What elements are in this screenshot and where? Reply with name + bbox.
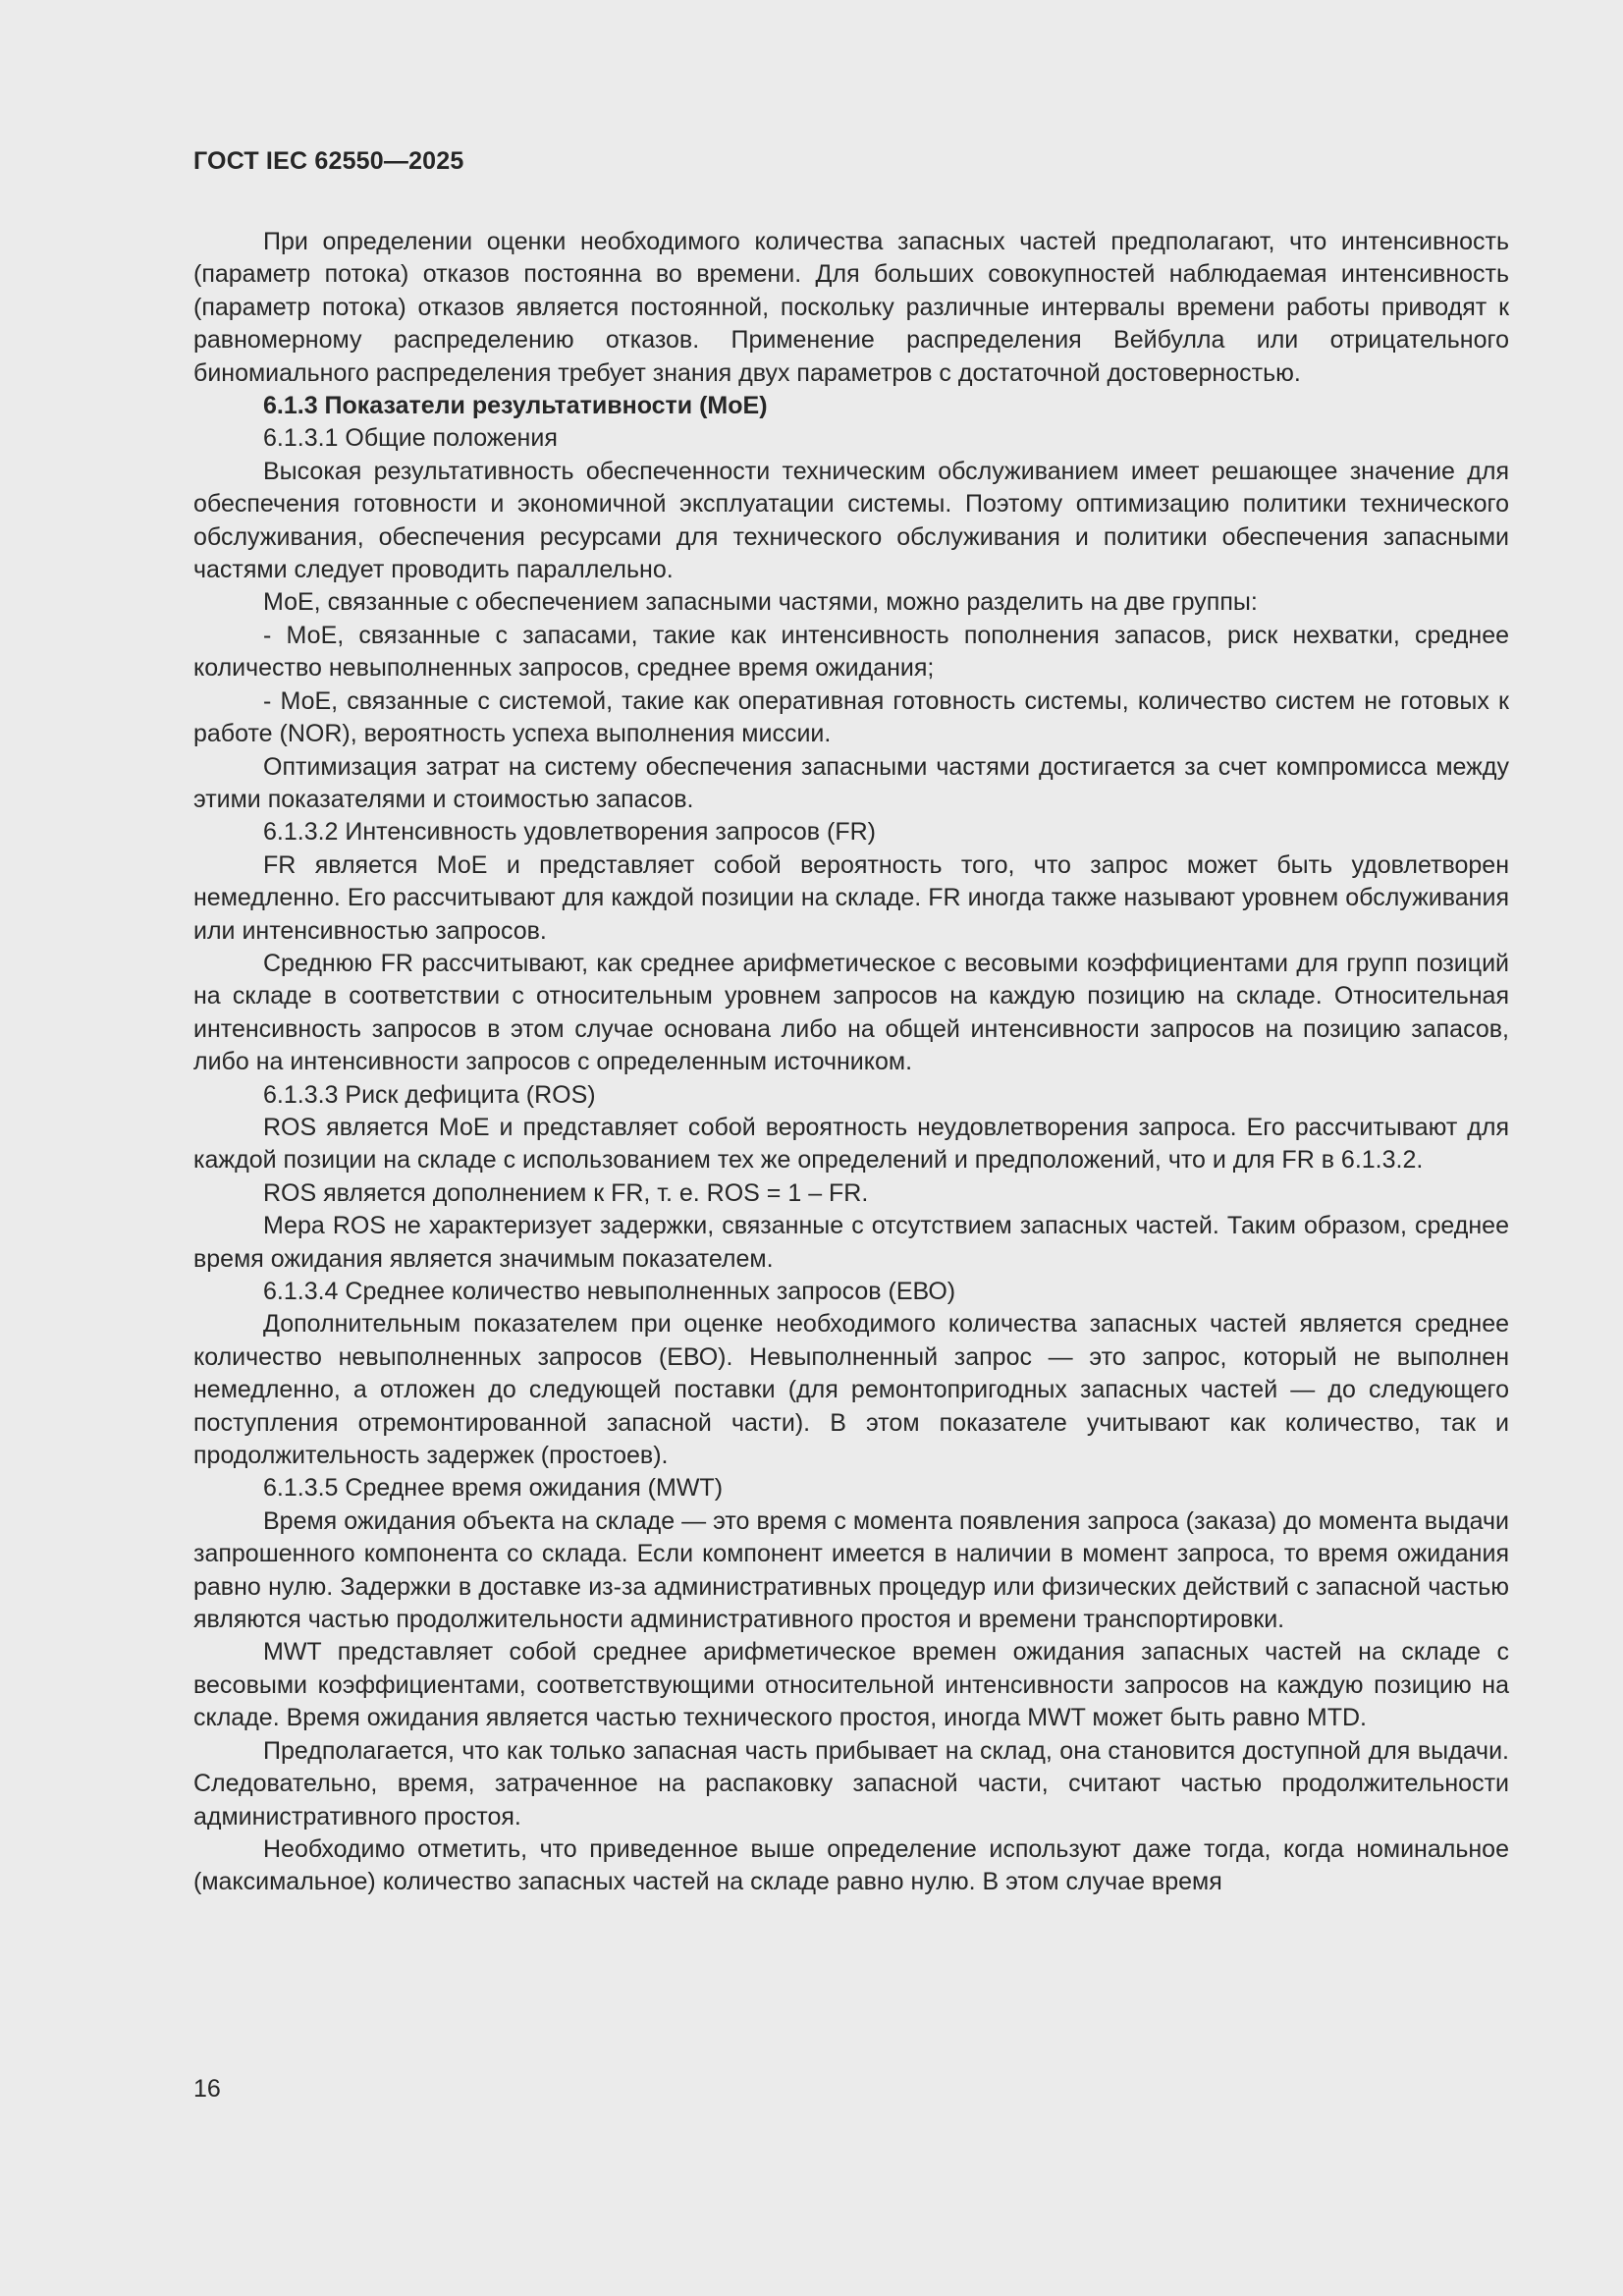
paragraph-cost-optimization: Оптимизация затрат на систему обеспечения запасными частями достигается за счет компромисса между этими показателями и стоимостью запасов. bbox=[193, 752, 1509, 813]
paragraph-waiting-time: Время ожидания объекта на складе — это время с момента появления запроса (заказа) до момента выдачи запрошенного компонента со склада. Если компонент имеется в наличии в момент запроса, то время ожидания равно нулю. Задержки в доставке из-за административных процедур или физических действий с запасной частью являются частью продолжительности административного простоя и времени транспортировки. bbox=[193, 1506, 1509, 1634]
section-heading-6-1-3-3: 6.1.3.3 Риск дефицита (ROS) bbox=[263, 1080, 596, 1109]
section-heading-6-1-3-5: 6.1.3.5 Среднее время ожидания (MWT) bbox=[263, 1474, 724, 1503]
paragraph-ros-delays: Мера ROS не характеризует задержки, связанные с отсутствием запасных частей. Таким образом, среднее время ожидания является значимым показателем. bbox=[193, 1212, 1509, 1273]
paragraph-fr-definition: FR является МоЕ и представляет собой вероятность того, что запрос может быть удовлетворен немедленно. Его рассчитывают для каждой позиции на складе. FR иногда также называют уровнем обслуживания или интенсивностью запросов. bbox=[193, 850, 1509, 945]
paragraph-ebo-definition: Дополнительным показателем при оценке необходимого количества запасных частей является среднее количество невыполненных запросов (ЕВО). Невыполненный запрос — это запрос, который не выполнен немедленно, а отложен до следующей поставки (для ремонтопригодных запасных частей — до следующего поступления отремонтированной запасной части). В этом показателе учитывают как количество, так и продолжительность задержек (простоев). bbox=[193, 1310, 1509, 1470]
section-heading-6-1-3-2: 6.1.3.2 Интенсивность удовлетворения запросов (FR) bbox=[263, 818, 876, 847]
section-heading-6-1-3-4: 6.1.3.4 Среднее количество невыполненных запросов (ЕВО) bbox=[263, 1278, 956, 1305]
list-item-stock-moe: - МоЕ, связанные с запасами, такие как интенсивность пополнения запасов, риск нехватки, среднее количество невыполненных запросов, среднее время ожидания; bbox=[193, 621, 1509, 683]
page-number: 16 bbox=[193, 2075, 221, 2103]
paragraph-fr-average: Среднюю FR рассчитывают, как среднее арифметическое с весовыми коэффициентами для групп позиций на складе в соответствии с относительным уровнем запросов на каждую позицию на складе. Относительная интенсивность запросов в этом случае основана либо на общей интенсивности запросов на позицию запасов, либо на интенсивности запросов с определенным источником. bbox=[193, 949, 1509, 1076]
paragraph-mwt-definition: MWT представляет собой среднее арифметическое времен ожидания запасных частей на складе с весовыми коэффициентами, соответствующими относительной интенсивности запросов на каждую позицию на складе. Время ожидания является частью технического простоя, иногда MWT может быть равно MTD. bbox=[193, 1638, 1509, 1732]
paragraph-failure-rate-assumption: При определении оценки необходимого количества запасных частей предполагают, что интенсивность (параметр потока) отказов постоянна во времени. Для больших совокупностей наблюдаемая интенсивность (параметр потока) отказов является постоянной, поскольку различные интервалы времени работы приводят к равномерному распределению отказов. Применение распределения Вейбулла или отрицательного биномиального распределения требует знания двух параметров с достаточной достоверностью. bbox=[193, 228, 1509, 387]
section-heading-6-1-3-1: 6.1.3.1 Общие положения bbox=[263, 424, 558, 453]
document-header: ГОСТ IEC 62550—2025 bbox=[193, 147, 464, 175]
paragraph-moe-groups-intro: МоЕ, связанные с обеспечением запасными частями, можно разделить на две группы: bbox=[263, 588, 1258, 617]
paragraph-maintenance-effectiveness: Высокая результативность обеспеченности техническим обслуживанием имеет решающее значение для обеспечения готовности и экономичной эксплуатации системы. Поэтому оптимизацию политики технического обслуживания, обеспечения ресурсами для технического обслуживания и политики обеспечения запасными частями следует проводить параллельно. bbox=[193, 457, 1509, 584]
paragraph-ros-definition: ROS является МоЕ и представляет собой вероятность неудовлетворения запроса. Его рассчитывают для каждой позиции на складе с использованием тех же определений и предположений, что и для FR в 6.1.3.2. bbox=[193, 1113, 1509, 1175]
list-item-system-moe: - МоЕ, связанные с системой, такие как оперативная готовность системы, количество систем не готовых к работе (NOR), вероятность успеха выполнения миссии. bbox=[193, 686, 1509, 748]
document-body bbox=[193, 226, 1509, 1899]
paragraph-zero-stock-note: Необходимо отметить, что приведенное выше определение используют даже тогда, когда номинальное (максимальное) количество запасных частей на складе равно нулю. В этом случае время bbox=[193, 1834, 1509, 1896]
paragraph-ros-formula: ROS является дополнением к FR, т. е. ROS = 1 – FR. bbox=[263, 1178, 869, 1207]
section-heading-6-1-3: 6.1.3 Показатели результативности (МоЕ) bbox=[263, 392, 768, 420]
paragraph-spare-availability: Предполагается, что как только запасная часть прибывает на склад, она становится доступной для выдачи. Следовательно, время, затраченное на распаковку запасной части, считают частью продолжительности административного простоя. bbox=[193, 1736, 1509, 1831]
